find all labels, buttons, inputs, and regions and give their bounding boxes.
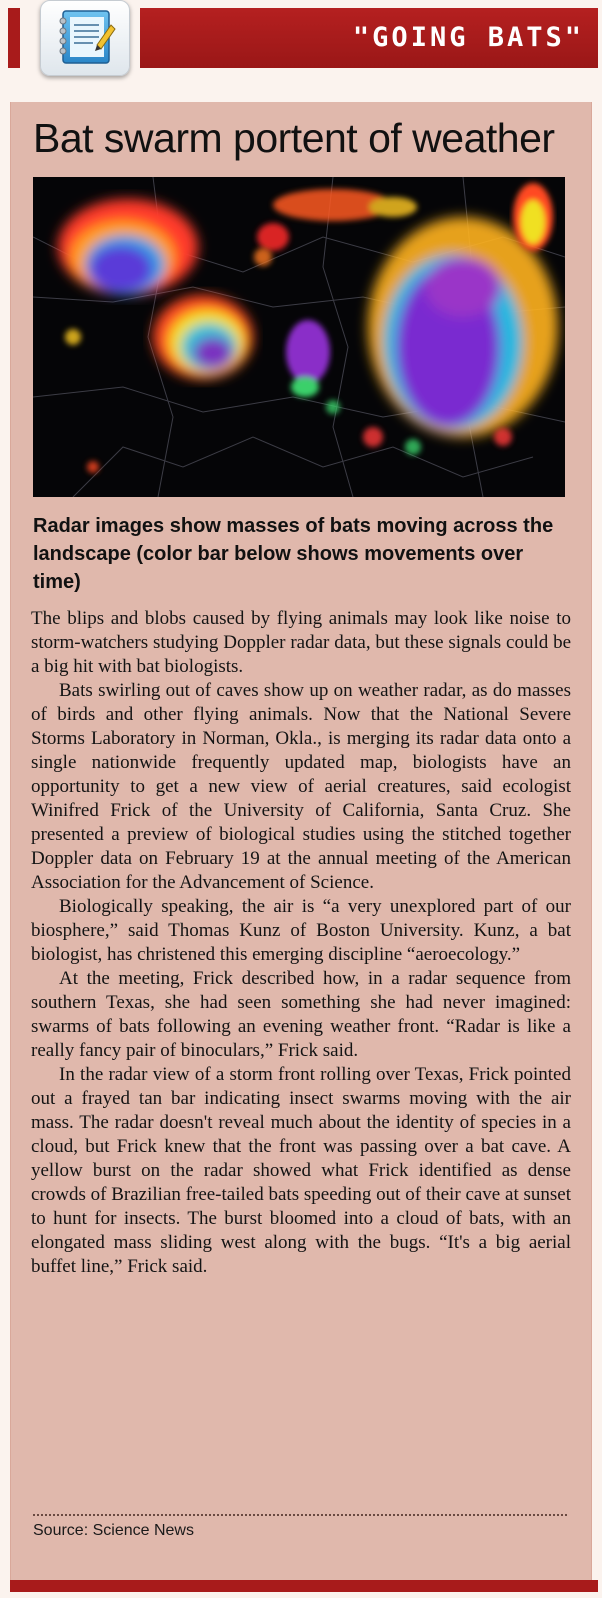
header-accent-stub <box>8 8 20 68</box>
doppler-radar-map <box>33 177 565 497</box>
article-headline: Bat swarm portent of weather <box>33 115 555 161</box>
section-header-bar <box>140 8 598 68</box>
image-caption: Radar images show masses of bats moving across the landscape (color bar below shows movements over time) <box>33 515 554 593</box>
paragraph: Biologically speaking, the air is “a very unexplored part of our biosphere,” said Thomas Kunz of Boston University. Kunz, a bat biologist, has christened this emerging discipline “aeroecology.” <box>31 896 571 965</box>
paragraph: In the radar view of a storm front rolling over Texas, Frick pointed out a frayed tan bar indicating insect swarms moving with the air mass. The radar doesn't reveal much about the identity of species in a cloud, but Frick knew that the front was passing over a bat cave. A yellow burst on the radar showed what Frick identified as dense crowds of Brazilian free-tailed bats speeding out of their cave at sunset to hunt for insects. The burst bloomed into a cloud of bats, with an elongated mass sliding west along with the bugs. “It's a big aerial buffet line,” Frick said. <box>31 1064 571 1277</box>
footer-bar <box>10 1580 598 1592</box>
paragraph: At the meeting, Frick described how, in a radar sequence from southern Texas, she had seen something she had never imagined: swarms of bats following an evening weather front. “Radar is like a really fancy pair of binoculars,” Frick said. <box>31 968 571 1061</box>
article-panel <box>10 102 592 1580</box>
article-body <box>31 607 571 1279</box>
paragraph: Bats swirling out of caves show up on weather radar, as do masses of birds and other flying animals. Now that the National Severe Storms Laboratory in Norman, Okla., is merging its radar data onto a single nationwide frequently updated map, biologists have an opportunity to get a new view of aerial creatures, said ecologist Winifred Frick of the University of California, Santa Cruz. She presented a preview of biological studies using the stitched together Doppler data on February 19 at the annual meeting of the American Association for the Advancement of Science. <box>31 680 571 893</box>
section-title: "GOING BATS" <box>352 22 584 53</box>
source-credit: Source: Science News <box>33 1522 194 1539</box>
paragraph: The blips and blobs caused by flying animals may look like noise to storm-watchers studying Doppler radar data, but these signals could be a big hit with bat biologists. <box>31 608 571 677</box>
notebook-icon <box>40 0 130 76</box>
dotted-divider <box>33 1514 567 1516</box>
